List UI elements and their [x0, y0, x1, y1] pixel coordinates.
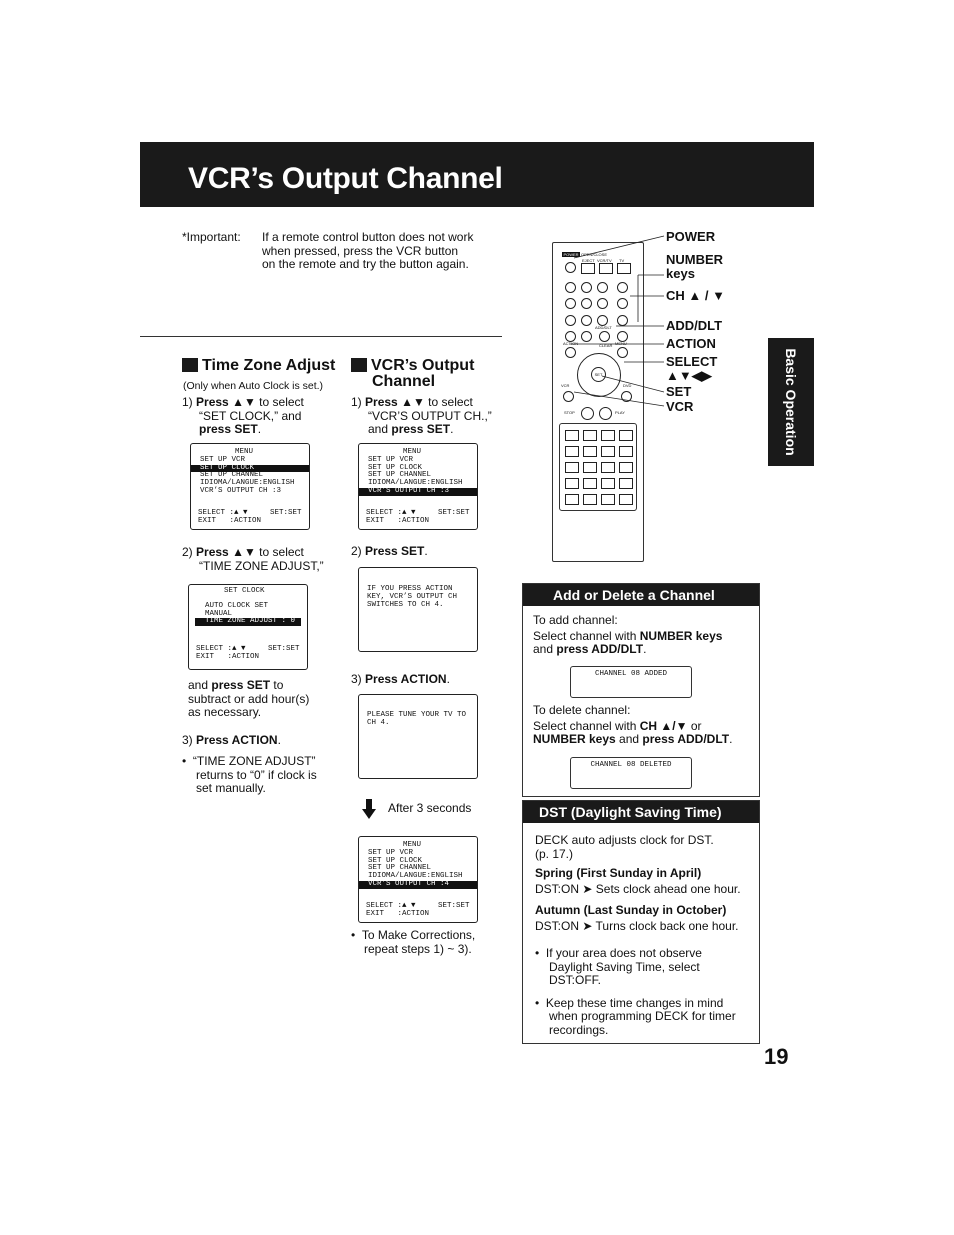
page-title: VCR’s Output Channel: [188, 162, 503, 195]
vcr-output-heading-line: VCR’s Output: [371, 357, 475, 374]
vcr-output-heading-line: Channel: [372, 373, 436, 390]
vo-step-3: 3) Press ACTION.: [351, 672, 450, 686]
screen-line: SELECT :▲ ▼ SET:SET: [198, 508, 302, 517]
title-bar: [140, 142, 814, 207]
important-line: on the remote and try the button again.: [262, 257, 469, 271]
screen-line: SET UP VCR: [200, 455, 246, 464]
screen-line: IDIOMA/LANGUE:ENGLISH: [368, 479, 463, 488]
remote-small-button[interactable]: [583, 446, 597, 457]
dst-box: [522, 800, 760, 1044]
remote-small-button[interactable]: [619, 430, 633, 441]
arrow-right-icon: ➤: [582, 881, 593, 896]
vo-step-2: 2) Press SET.: [351, 544, 428, 558]
vo-notice-screen: [358, 567, 478, 652]
time-zone-heading-text: Time Zone Adjust: [202, 357, 336, 374]
play-tag: PLAY: [615, 410, 625, 415]
callout-lines: [560, 230, 670, 420]
dst-heading: DST (Daylight Saving Time): [523, 801, 759, 823]
screen-line: SET UP CHANNEL: [368, 864, 432, 873]
screen-line-highlight: SET UP CLOCK: [191, 465, 309, 473]
vo-tune-screen: [358, 694, 478, 779]
tz-step-2: 2) Press ▲▼ to select “TIME ZONE ADJUST,”: [182, 545, 324, 573]
screen-line-highlight: VCR’S OUTPUT CH :4: [359, 881, 477, 889]
divider: [140, 336, 502, 337]
time-zone-heading: [182, 358, 335, 374]
tz-menu-screen: [190, 443, 310, 530]
screen-line: SELECT :▲ ▼ SET:SET: [366, 901, 470, 910]
label-set: SET: [666, 384, 692, 399]
remote-small-button[interactable]: [565, 494, 579, 505]
screen-line: IF YOU PRESS ACTION: [367, 585, 453, 593]
important-line: when pressed, press the VCR button: [262, 243, 459, 258]
screen-line: VCR’S OUTPUT CH :3: [200, 486, 282, 495]
screen-line: SET CLOCK: [224, 587, 265, 595]
add-dlt-tag: ADD/DLT: [595, 325, 612, 330]
screen-line: EXIT :ACTION: [366, 909, 430, 918]
screen-line: EXIT :ACTION: [198, 516, 262, 525]
vo-menu-screen: [358, 443, 478, 530]
remote-small-button[interactable]: [601, 430, 615, 441]
vcrtv-tag: VCR/TV: [597, 258, 612, 263]
tz-bullet: • “TIME ZONE ADJUST” returns to “0” if clock is set manually.: [182, 754, 317, 795]
remote-small-button[interactable]: [583, 430, 597, 441]
add-text: To add channel: Select channel with NUMBER keys and press ADD/DLT.: [533, 613, 723, 656]
important-text: [262, 231, 502, 272]
label-add-dlt: ADD/DLT: [666, 318, 723, 333]
stop-tag: STOP: [564, 410, 575, 415]
remote-small-button[interactable]: [583, 494, 597, 505]
channel-added-message: CHANNEL 08 ADDED: [570, 666, 692, 698]
vcr-tag: VCR: [561, 383, 570, 388]
screen-line: PLEASE TUNE YOUR TV TO: [367, 711, 467, 719]
screen-line: SELECT :▲ ▼ SET:SET: [366, 508, 470, 517]
remote-small-button[interactable]: [601, 462, 615, 473]
remote-small-button[interactable]: [601, 494, 615, 505]
remote-small-button[interactable]: [601, 478, 615, 489]
screen-line: MENU: [403, 448, 422, 456]
screen-line: MENU: [235, 448, 254, 456]
remote-small-button[interactable]: [565, 446, 579, 457]
screen-line: SET UP CLOCK: [368, 463, 423, 472]
screen-line: SET UP CHANNEL: [368, 471, 432, 480]
screen-line: MENU: [403, 841, 422, 849]
after-seconds: After 3 seconds: [388, 801, 472, 815]
remote-small-button[interactable]: [619, 446, 633, 457]
screen-line: EXIT :ACTION: [196, 652, 260, 661]
dst-text: DECK auto adjusts clock for DST. (p. 17.) Spring (First Sunday in April) DST:ON ➤ Sets clock ahead one hour. Autumn (Last Sunday in October) DST:ON ➤ Turns clock back one hour. • If your area does not observe Daylight Saving Time, select DST:OFF. • Keep these time changes in mind when programming DECK for timer recordings.: [535, 833, 741, 1037]
vcr-output-heading: [351, 358, 474, 390]
time-zone-note: (Only when Auto Clock is set.): [183, 380, 324, 392]
clear-tag: CLEAR: [599, 343, 613, 348]
screen-line: SET UP CHANNEL: [200, 471, 264, 480]
power-tag: POWER: [563, 252, 579, 257]
remote-small-button[interactable]: [619, 462, 633, 473]
square-bullet-icon: [182, 358, 198, 372]
vo-bullet: • To Make Corrections, repeat steps 1) ~ 3).: [351, 928, 476, 956]
remote-small-button[interactable]: [619, 478, 633, 489]
screen-line: SET UP CLOCK: [368, 856, 423, 865]
remote-small-button[interactable]: [619, 494, 633, 505]
action-tag: ACTION: [563, 341, 579, 346]
label-action: ACTION: [666, 336, 716, 351]
screen-line: CH 4.: [367, 718, 390, 727]
open-close-tag: OPEN/CLOSE: [581, 252, 608, 257]
important-label-text: *Important:: [182, 230, 241, 244]
square-bullet-icon: [351, 358, 367, 372]
tz-step-1: 1) Press ▲▼ to select “SET CLOCK,” and press SET.: [182, 395, 304, 436]
screen-line: MANUAL: [205, 609, 233, 618]
screen-line: SELECT :▲ ▼ SET:SET: [196, 645, 300, 654]
remote-small-button[interactable]: [565, 478, 579, 489]
remote-small-button[interactable]: [583, 462, 597, 473]
tv-tag: TV: [619, 258, 625, 263]
delete-text: To delete channel: Select channel with CH ▲/▼ or NUMBER keys and press ADD/DLT.: [533, 703, 733, 746]
label-number-keys: NUMBER keys: [666, 252, 724, 281]
screen-line-highlight: TIME ZONE ADJUST : 0: [195, 618, 301, 626]
screen-line: SET UP VCR: [368, 848, 414, 857]
tz-after-step-2: and press SET to subtract or add hour(s) as necessary.: [188, 678, 310, 719]
screen-line: IDIOMA/LANGUE:ENGLISH: [368, 872, 463, 881]
screen-line: EXIT :ACTION: [366, 516, 430, 525]
add-delete-heading: Add or Delete a Channel: [523, 584, 759, 606]
screen-line: KEY, VCR’S OUTPUT CH: [367, 592, 458, 601]
dvd-tag: DVD: [623, 383, 632, 388]
screen-line: AUTO CLOCK SET: [205, 601, 269, 610]
label-select: SELECT ▲▼◀▶: [666, 354, 718, 383]
remote-small-button[interactable]: [583, 478, 597, 489]
arrow-right-icon: ➤: [582, 918, 593, 933]
remote-small-button[interactable]: [601, 446, 615, 457]
add-delete-box: [522, 583, 760, 797]
side-tab-label: Basic Operation: [783, 348, 799, 456]
screen-line: SET UP VCR: [368, 455, 414, 464]
label-ch: CH ▲ / ▼: [666, 288, 725, 303]
screen-line: IDIOMA/LANGUE:ENGLISH: [200, 479, 295, 488]
lower-panel: [559, 423, 637, 511]
side-tab: [768, 338, 814, 466]
important-line: If a remote control button does not work: [262, 230, 474, 244]
remote-small-button[interactable]: [565, 462, 579, 473]
eject-tag: EJECT: [582, 258, 595, 263]
label-power: POWER: [666, 229, 716, 244]
menu-tag: MENU: [615, 341, 627, 346]
vo-menu-screen-result: [358, 836, 478, 923]
important-label: [182, 231, 241, 245]
set-button[interactable]: SET: [591, 367, 606, 382]
page-number: 19: [764, 1044, 789, 1069]
screen-line-highlight: VCR’S OUTPUT CH :3: [359, 488, 477, 496]
label-vcr: VCR: [666, 399, 694, 414]
remote-small-button[interactable]: [565, 430, 579, 441]
down-arrow-icon: [362, 799, 376, 819]
screen-line: SWITCHES TO CH 4.: [367, 600, 444, 609]
channel-deleted-message: CHANNEL 08 DELETED: [570, 757, 692, 789]
vo-step-1: 1) Press ▲▼ to select “VCR’S OUTPUT CH.,” and press SET.: [351, 395, 492, 436]
tz-clock-screen: [188, 584, 308, 670]
tz-step-3: 3) Press ACTION.: [182, 733, 281, 747]
